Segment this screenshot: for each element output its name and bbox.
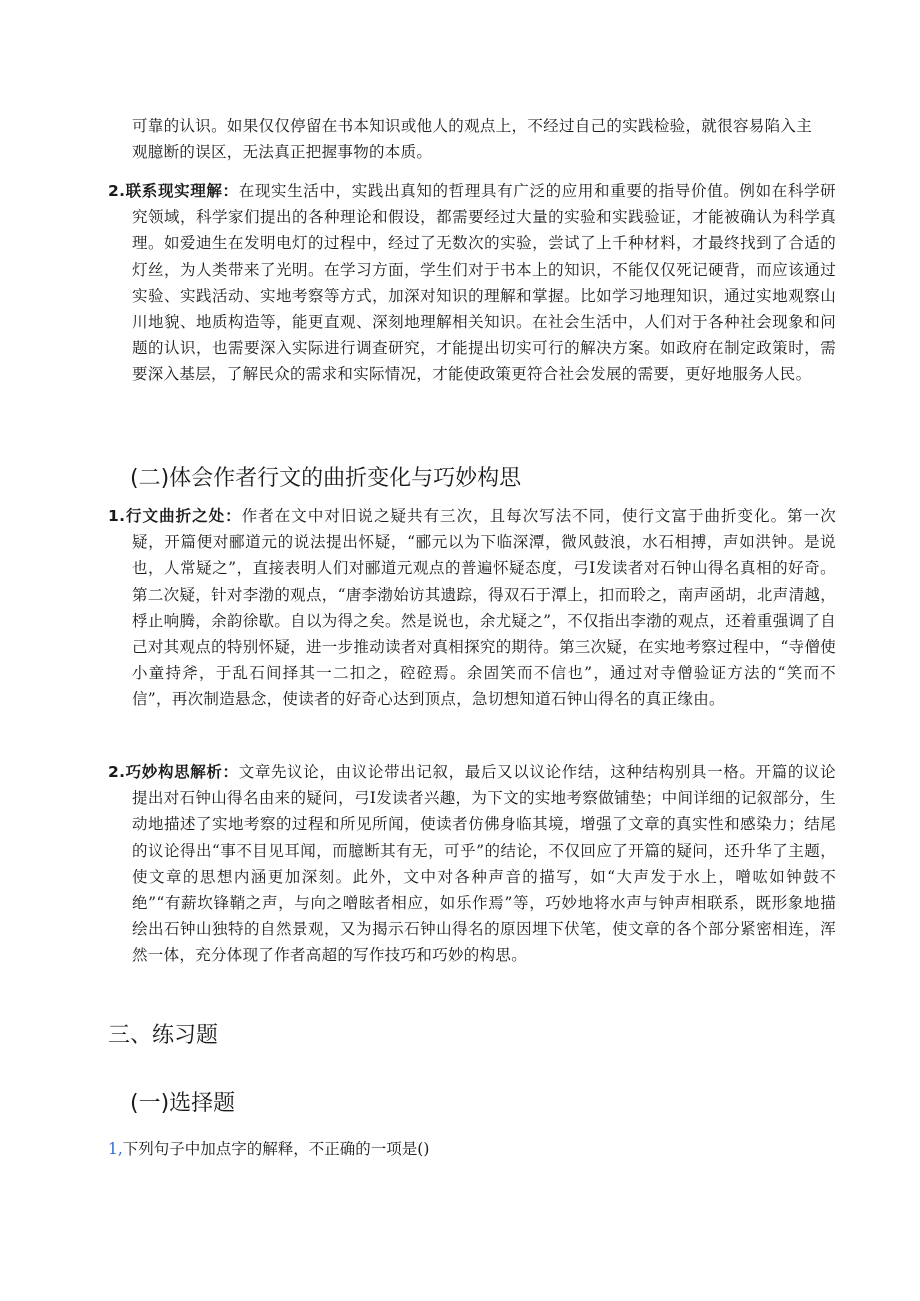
- list-item-label: 联系现实理解：: [125, 182, 239, 200]
- list-item-text: 在现实生活中，实践出真知的哲理具有广泛的应用和重要的指导价值。例如在科学研究领域，科学家们提出的各种理论和假设，都需要经过大量的实验和实践验证，才能被确认为科学真理。如爱迪生在发明电灯的过程中，经过了无数次的实验，尝试了上千种材料，才最终找到了合适的灯丝，为人类带来了光明。在学习方面，学生们对于书本上的知识，不能仅仅死记硬背，而应该通过实验、实践活动、实地考察等方式，加深对知识的理解和掌握。比如学习地理知识，通过实地观察山川地貌、地质构造等，能更直观、深刻地理解相关知识。在社会生活中，人们对于各种社会现象和问题的认识，也需要深入实际进行调查研究，才能提出切实可行的解决方案。如政府在制定政策时，需要深入基层，了解民众的需求和实际情况，才能使政策更符合社会发展的需要，更好地服务人民。: [132, 182, 836, 384]
- question-1: [108, 1136, 429, 1162]
- list-item-label: .巧妙构思解析：: [119, 763, 239, 781]
- question-number: 1,: [108, 1140, 123, 1158]
- list-item-number: 2: [108, 763, 120, 781]
- list-item-number: 1: [108, 507, 120, 525]
- continued-paragraph: 可靠的认识。如果仅仅停留在书本知识或他人的观点上，不经过自己的实践检验，就很容易陷入主观臆断的误区，无法真正把握事物的本质。: [132, 117, 812, 162]
- section-three-heading: 三、练习题: [108, 1023, 219, 1048]
- list-item-text: 作者在文中对旧说之疑共有三次，且每次写法不同，使行文富于曲折变化。第一次疑，开篇便对郦道元的说法提出怀疑，“郦元以为下临深潭，微风鼓浪，水石相搏，声如洪钟。是说也，人常疑之”，直接表明人们对郦道元观点的普遍怀疑态度，弓I发读者对石钟山得名真相的好奇。第二次疑，针对李渤的观点，“唐李渤始访其遗踪，得双石于潭上，扣而聆之，南声函胡，北声清越，桴止响腾，余韵徐歇。自以为得之矣。然是说也，余尤疑之”，不仅指出李渤的观点，还着重强调了自己对其观点的特别怀疑，进一步推动读者对真相探究的期待。第三次疑，在实地考察过程中，“寺僧使小童持斧，于乱石间择其一二扣之，硿硿焉。余固笑而不信也”，通过对寺僧验证方法的“笑而不信”，再次制造悬念，使读者的好奇心达到顶点，急切想知道石钟山得名的真正缘由。: [132, 507, 836, 709]
- list-item-reality: [108, 178, 836, 388]
- list-item-structure: [108, 759, 836, 969]
- list-item-number: 2.: [108, 182, 126, 200]
- list-item-text: 文章先议论，由议论带出记叙，最后又以议论作结，这种结构别具一格。开篇的议论提出对石钟山得名由来的疑问，弓I发读者兴趣，为下文的实地考察做铺垫；中间详细的记叙部分，生动地描述了实地考察的过程和所见所闻，使读者仿佛身临其境，增强了文章的真实性和感染力；结尾的议论得出“事不目见耳闻，而臆断其有无，可乎”的结论，不仅回应了开篇的疑问，还升华了主题，使文章的思想内涵更加深刻。此外，文中对各种声音的描写，如“大声发于水上，噌吰如钟鼓不绝”“有薪坎锋鞘之声，与向之噌眩者相应，如乐作焉”等，巧妙地将水声与钟声相联系，既形象地描绘出石钟山独特的自然景观，又为揭示石钟山得名的原因埋下伏笔，使文章的各个部分紧密相连，浑然一体，充分体现了作者高超的写作技巧和巧妙的构思。: [132, 763, 836, 965]
- section-two-heading: (二)体会作者行文的曲折变化与巧妙构思: [130, 466, 522, 491]
- list-item-label: .行文曲折之处：: [119, 507, 242, 525]
- question-text: 下列句子中加点字的解释，不正确的一项是(): [122, 1140, 430, 1158]
- list-item-twists: [108, 503, 836, 713]
- subsection-heading: (一)选择题: [130, 1091, 236, 1116]
